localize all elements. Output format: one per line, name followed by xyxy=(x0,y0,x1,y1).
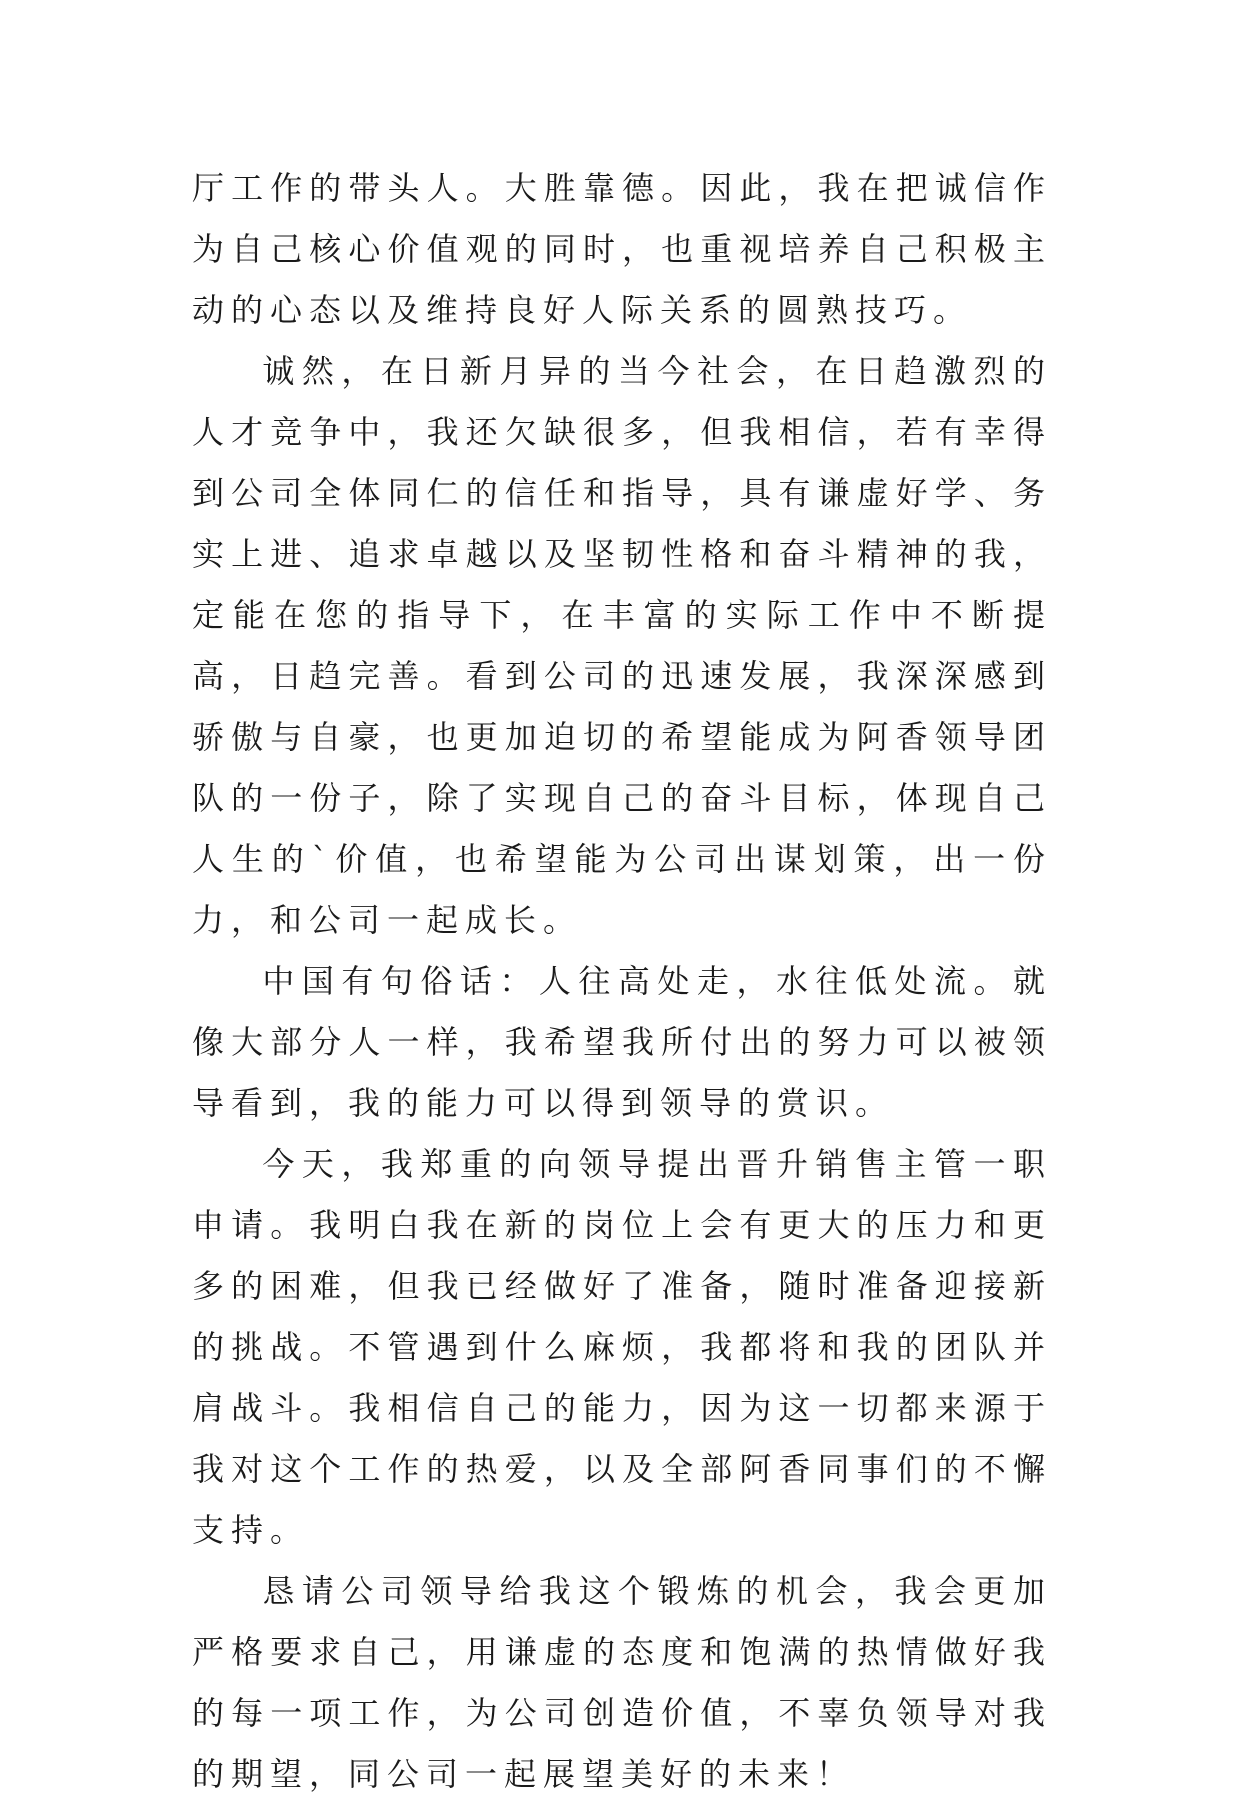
paragraph-5: 恳请公司领导给我这个锻炼的机会，我会更加严格要求自己，用谦虚的态度和饱满的热情做好我的每一项工作，为公司创造价值，不辜负领导对我的期望，同公司一起展望美好的未来！ xyxy=(192,1572,1052,1793)
paragraph-4: 今天，我郑重的向领导提出晋升销售主管一职申请。我明白我在新的岗位上会有更大的压力和更多的困难，但我已经做好了准备，随时准备迎接新的挑战。不管遇到什么麻烦，我都将和我的团队并肩战斗。我相信自己的能力，因为这一切都来源于我对这个工作的热爱，以及全部阿香同事们的不懈支持。 xyxy=(192,1145,1052,1549)
paragraph-3: 中国有句俗话：人往高处走，水往低处流。就像大部分人一样，我希望我所付出的努力可以被领导看到，我的能力可以得到领导的赏识。 xyxy=(192,962,1052,1122)
document-body xyxy=(192,158,1052,1805)
paragraph-1: 厅工作的带头人。大胜靠德。因此，我在把诚信作为自己核心价值观的同时，也重视培养自己积极主动的心态以及维持良好人际关系的圆熟技巧。 xyxy=(192,169,1052,329)
paragraph-2: 诚然，在日新月异的当今社会，在日趋激烈的人才竞争中，我还欠缺很多，但我相信，若有幸得到公司全体同仁的信任和指导，具有谦虚好学、务实上进、追求卓越以及坚韧性格和奋斗精神的我，定能在您的指导下，在丰富的实际工作中不断提高，日趋完善。看到公司的迅速发展，我深深感到骄傲与自豪，也更加迫切的希望能成为阿香领导团队的一份子，除了实现自己的奋斗目标，体现自己人生的`价值，也希望能为公司出谋划策，出一份力，和公司一起成长。 xyxy=(192,352,1052,939)
